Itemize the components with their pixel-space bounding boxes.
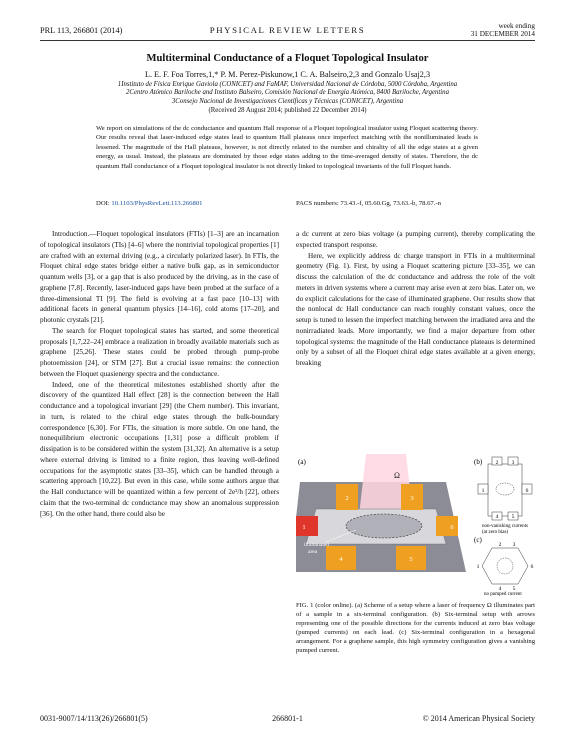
doi-label: DOI: xyxy=(96,200,110,207)
journal-reference: PRL 113, 266801 (2014) xyxy=(40,26,123,35)
doi-link[interactable]: 10.1103/PhysRevLett.113.266801 xyxy=(111,200,203,207)
lead-1 xyxy=(296,516,318,536)
affiliations xyxy=(40,81,535,106)
received-dates: (Received 28 August 2014; published 22 December 2014) xyxy=(208,107,367,114)
terminal-label: 5 xyxy=(511,514,515,520)
terminal-label: 5 xyxy=(409,556,413,563)
figure-1-graphic xyxy=(296,454,535,596)
week-ending xyxy=(471,22,535,38)
page-number: 266801-1 xyxy=(272,714,303,723)
terminal-label: 3 xyxy=(512,542,516,548)
terminal-label: 3 xyxy=(511,460,515,466)
hexagon-setup xyxy=(482,548,528,584)
omega-label: Ω xyxy=(394,471,400,480)
terminal-label: 4 xyxy=(339,556,343,563)
terminal-label: 1 xyxy=(302,524,306,531)
illuminated-region xyxy=(497,558,513,574)
affiliation-1: 1Instituto de Física Enrique Gaviola (CONICET) and FaMAF, Universidad Nacional de Córdoba, 5000 Córdoba, Argentina xyxy=(117,81,458,88)
nonvanishing-label-1: non-vanishing currents xyxy=(482,524,528,529)
six-terminal-box xyxy=(488,464,522,516)
panel-c-label: (c) xyxy=(474,536,482,544)
terminal-label: 4 xyxy=(498,586,502,592)
terminal-label: 2 xyxy=(495,460,499,466)
area-label: area xyxy=(308,549,318,555)
pacs-numbers: PACS numbers: 73.43.-f, 05.60.Gg, 73.63.-b, 78.67.-n xyxy=(296,200,442,207)
paragraph: Introduction.—Floquet topological insulators (FTIs) [1–3] are an incarnation of topological insulators (TIs) [4–6] where the nontrivial topological properties [1] are crafted with an external driving (e.g., a circularly polarized laser). In FTIs, the Floquet chiral edge states bridge either a native bulk gap, as in semiconductor quantum wells [3], or a gap that is also produced by the driving, as in the case of graphene [7,8]. Recently, laser-induced gaps have been probed at the surface of a three-dimensional TI [9]. The field is evolving at a fast pace [10–13] with additional facets in general quantum physics [14–16], cold atoms [17–20], and photonic crystals [21]. xyxy=(40,230,279,324)
right-column xyxy=(296,229,535,369)
terminal-label: 1 xyxy=(481,488,485,494)
abstract: We report on simulations of the dc conductance and quantum Hall response of a Floquet topological insulator using Floquet scattering theory. Our results reveal that laser-induced edge states lead to quantum Hall plateaus once imperfect matching with the nonilluminated leads is lessened. The magnitude of the Hall plateaus, however, is not directly related to the number and chirality of all the edge states at a given energy, as usual. Instead, the plateaus are dominated by those edge states adding to the time-averaged density of states. Therefore, the dc quantum Hall conductance of a Floquet topological insulator is not directly linked to topological invariants of the full Floquet bands. xyxy=(96,125,478,170)
affiliation-3: 3Consejo Nacional de Investigaciones Científicas y Técnicas (CONICET), Argentina xyxy=(171,97,404,105)
terminal-label: 4 xyxy=(495,514,499,520)
paragraph: Indeed, one of the theoretical milestones established shortly after the discovery of the quantized Hall effect [28] is the connection between the Hall conductance and a topological invariant [29] (the Chern number). This invariant, in turn, is related to the chiral edge states through the bulk-boundary correspondence [6,30]. For FTIs, the situation is more subtle. On one hand, the nonequilibrium electronic occupations [1,31] pose a difficult problem if dissipation is to be considered within the system [31,32]. An alternative is a setup where external driving is limited to a finite region, thus leaving well-defined occupations for the asymptotic states [33–35], which can be handled through a scattering approach [10,22]. But even in this case, while some authors argue that the Hall conductance will be quantized within a few percent of 2e²/h [22], others claim that the two-terminal dc conductance may show an anomalous suppression [36]. On the other hand, there could also be xyxy=(40,380,279,518)
terminal-label: 1 xyxy=(476,564,480,570)
panel-a-label: (a) xyxy=(298,458,306,466)
paper-title: Multiterminal Conductance of a Floquet Topological Insulator xyxy=(146,53,429,64)
terminal-label: 6 xyxy=(450,524,454,531)
left-column xyxy=(40,229,279,519)
week-date: 31 DECEMBER 2014 xyxy=(470,30,535,38)
running-header xyxy=(40,22,535,40)
illuminated-area xyxy=(346,514,422,538)
nonvanishing-label-2: (at zero bias) xyxy=(482,530,509,535)
terminal-label: 2 xyxy=(498,542,502,548)
affiliation-2: 2Centro Atómico Bariloche and Instituto Balseiro, Comisión Nacional de Energía Atómica, 8400 Bariloche, Argentina xyxy=(126,89,449,97)
terminal-label: 6 xyxy=(530,564,534,570)
doi xyxy=(96,200,203,207)
illuminated-region xyxy=(496,483,514,495)
header-rule xyxy=(40,40,535,41)
paragraph: The search for Floquet topological states has started, and some theoretical proposals [1,7,22–24] embrace a realization in broadly available materials such as graphene [25,26]. These states could be probed through pump-probe photoemission [24], or STM [27]. But a crucial issue remains: the connection between the Floquet quasienergy spectra and the conductance. xyxy=(40,326,279,378)
paragraph: a dc current at zero bias voltage (a pumping current), thereby complicating the expected transport response. xyxy=(296,230,535,249)
illuminated-label: illuminated xyxy=(304,542,330,548)
lead-6 xyxy=(436,516,458,536)
terminal-label: 5 xyxy=(512,586,516,592)
no-pumped-label: no pumped current xyxy=(484,592,522,596)
terminal-label: 6 xyxy=(525,488,529,494)
terminal-label: 2 xyxy=(345,495,349,502)
article-code: 0031-9007/14/113(26)/266801(5) xyxy=(40,714,148,723)
author-list: L. E. F. Foa Torres,1,* P. M. Perez-Piskunow,1 C. A. Balseiro,2,3 and Gonzalo Usaj2,3 xyxy=(144,70,431,79)
figure-1 xyxy=(296,454,535,596)
panel-b-label: (b) xyxy=(474,458,483,466)
terminal-label: 3 xyxy=(410,495,414,502)
copyright: © 2014 American Physical Society xyxy=(422,714,535,723)
week-label: week ending xyxy=(498,22,535,30)
journal-name: PHYSICAL REVIEW LETTERS xyxy=(209,25,366,35)
figure-caption: FIG. 1 (color online). (a) Scheme of a setup where a laser of frequency Ω illuminates part of a sample in a six-terminal configuration. (b) Six-terminal setup with arrows representing one of the possible directions for the currents induced at zero bias voltage (pumped currents) on each lead. (c) Six-terminal configuration in a hexagonal arrangement. For a graphene sample, this high symmetry configuration gives a vanishing pumped current. xyxy=(296,602,535,655)
paragraph: Here, we explicitly address dc charge transport in FTIs in a multiterminal geometry (Fig. 1). First, by using a Floquet scattering picture [33–35], we can discuss the calculation of the dc conductance and address the role of the volt meters in driven systems where a current may arise even at zero bias. Later on, we do explicit calculations for the case of illuminated graphene. Our results show that the nonlocal dc Hall conductance can reach roughly constant values, once the setup is tuned to lessen the imperfect matching between the irradiated area and the nonirradiated leads. More importantly, we find a major departure from other topological systems: the magnitude of the Hall conductance plateaus is determined only by a subset of all the Floquet chiral edge states available at a given energy, breaking xyxy=(296,251,535,367)
